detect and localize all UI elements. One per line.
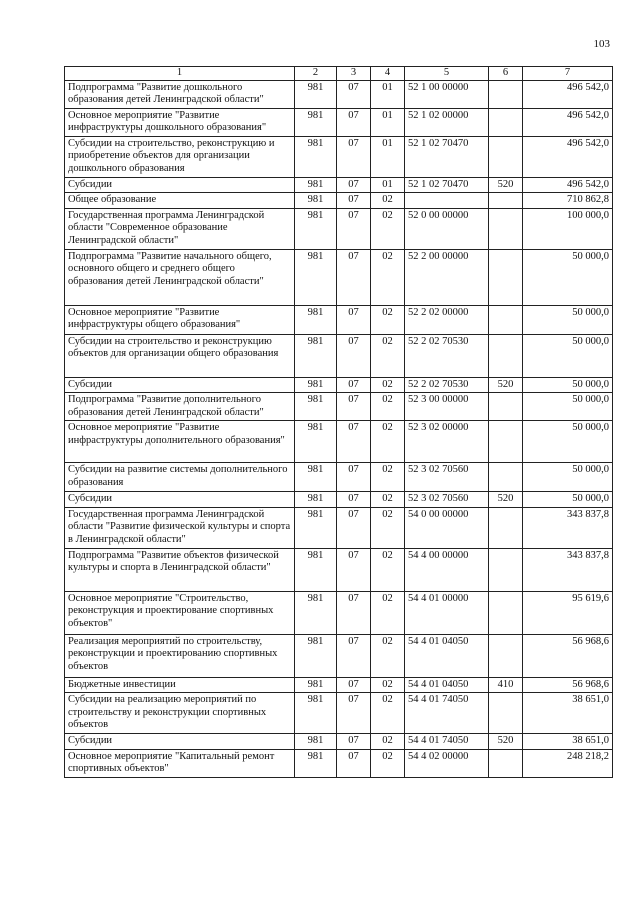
row-gr-cell: 981 [295, 177, 337, 193]
row-vr-cell: 520 [489, 492, 523, 508]
row-vr-cell [489, 591, 523, 634]
row-gr-cell: 981 [295, 591, 337, 634]
row-rz-cell: 07 [337, 591, 371, 634]
row-name-cell: Основное мероприятие "Строительство, реконструкция и проектирование спортивных объектов" [65, 591, 295, 634]
row-pr-cell: 01 [371, 108, 405, 136]
row-vr-cell [489, 193, 523, 209]
row-sum-cell: 496 542,0 [523, 108, 613, 136]
row-gr-cell: 981 [295, 421, 337, 463]
row-sum-cell: 50 000,0 [523, 463, 613, 492]
row-name-cell: Субсидии [65, 734, 295, 750]
table-row [65, 193, 613, 209]
row-vr-cell [489, 421, 523, 463]
row-cs-cell: 52 3 02 70560 [405, 463, 489, 492]
row-pr-cell: 02 [371, 393, 405, 421]
table-row [65, 334, 613, 377]
row-rz-cell: 07 [337, 208, 371, 249]
row-gr-cell: 981 [295, 548, 337, 591]
row-name-cell: Основное мероприятие "Развитие инфраструктуры общего образования" [65, 305, 295, 334]
row-pr-cell: 01 [371, 136, 405, 177]
row-rz-cell: 07 [337, 634, 371, 677]
row-sum-cell: 50 000,0 [523, 492, 613, 508]
row-sum-cell: 38 651,0 [523, 734, 613, 750]
row-pr-cell: 02 [371, 193, 405, 209]
row-name-cell: Общее образование [65, 193, 295, 209]
row-vr-cell [489, 548, 523, 591]
row-vr-cell: 520 [489, 734, 523, 750]
row-sum-cell: 50 000,0 [523, 421, 613, 463]
row-sum-cell: 343 837,8 [523, 548, 613, 591]
row-cs-cell: 54 4 01 04050 [405, 677, 489, 693]
budget-table [64, 66, 613, 778]
table-row [65, 421, 613, 463]
row-gr-cell: 981 [295, 634, 337, 677]
row-rz-cell: 07 [337, 677, 371, 693]
row-sum-cell: 248 218,2 [523, 749, 613, 777]
row-rz-cell: 07 [337, 377, 371, 393]
row-gr-cell: 981 [295, 249, 337, 305]
page-number: 103 [593, 38, 610, 50]
row-gr-cell: 981 [295, 305, 337, 334]
row-sum-cell: 50 000,0 [523, 249, 613, 305]
row-pr-cell: 02 [371, 693, 405, 734]
row-rz-cell: 07 [337, 249, 371, 305]
row-cs-cell: 52 1 02 70470 [405, 177, 489, 193]
row-vr-cell [489, 393, 523, 421]
table-row [65, 693, 613, 734]
row-cs-cell: 54 4 02 00000 [405, 749, 489, 777]
row-cs-cell: 54 4 01 04050 [405, 634, 489, 677]
row-cs-cell: 52 3 02 70560 [405, 492, 489, 508]
row-name-cell: Государственная программа Ленинградской области "Современное образование Ленинградской области" [65, 208, 295, 249]
table-row [65, 249, 613, 305]
row-pr-cell: 02 [371, 305, 405, 334]
row-name-cell: Субсидии [65, 377, 295, 393]
row-vr-cell [489, 249, 523, 305]
table-row [65, 591, 613, 634]
table-row [65, 463, 613, 492]
row-cs-cell: 52 1 02 00000 [405, 108, 489, 136]
row-gr-cell: 981 [295, 393, 337, 421]
row-cs-cell: 52 3 02 00000 [405, 421, 489, 463]
table-row [65, 677, 613, 693]
table-row [65, 305, 613, 334]
table-row [65, 208, 613, 249]
row-name-cell: Реализация мероприятий по строительству, реконструкции и проектированию спортивных объектов [65, 634, 295, 677]
row-rz-cell: 07 [337, 136, 371, 177]
row-pr-cell: 02 [371, 463, 405, 492]
row-rz-cell: 07 [337, 734, 371, 750]
row-pr-cell: 02 [371, 208, 405, 249]
table-row [65, 548, 613, 591]
row-gr-cell: 981 [295, 334, 337, 377]
row-rz-cell: 07 [337, 507, 371, 548]
row-gr-cell: 981 [295, 734, 337, 750]
row-cs-cell: 54 4 01 74050 [405, 693, 489, 734]
row-gr-cell: 981 [295, 80, 337, 108]
row-cs-cell: 52 2 02 70530 [405, 377, 489, 393]
row-name-cell: Основное мероприятие "Развитие инфраструктуры дошкольного образования" [65, 108, 295, 136]
row-cs-cell: 52 1 00 00000 [405, 80, 489, 108]
row-vr-cell [489, 334, 523, 377]
table-row [65, 136, 613, 177]
row-name-cell: Бюджетные инвестиции [65, 677, 295, 693]
row-name-cell: Подпрограмма "Развитие начального общего, основного общего и среднего общего образования детей Ленинградской области" [65, 249, 295, 305]
row-vr-cell: 520 [489, 377, 523, 393]
row-sum-cell: 38 651,0 [523, 693, 613, 734]
row-sum-cell: 496 542,0 [523, 177, 613, 193]
row-cs-cell: 52 2 02 00000 [405, 305, 489, 334]
row-cs-cell: 52 2 00 00000 [405, 249, 489, 305]
row-name-cell: Субсидии [65, 492, 295, 508]
row-gr-cell: 981 [295, 677, 337, 693]
row-gr-cell: 981 [295, 208, 337, 249]
column-header-2: 2 [295, 67, 337, 81]
row-sum-cell: 496 542,0 [523, 80, 613, 108]
row-rz-cell: 07 [337, 421, 371, 463]
row-rz-cell: 07 [337, 693, 371, 734]
row-pr-cell: 02 [371, 677, 405, 693]
row-rz-cell: 07 [337, 305, 371, 334]
row-gr-cell: 981 [295, 749, 337, 777]
row-vr-cell: 410 [489, 677, 523, 693]
row-pr-cell: 02 [371, 249, 405, 305]
row-pr-cell: 01 [371, 80, 405, 108]
row-sum-cell: 50 000,0 [523, 377, 613, 393]
row-name-cell: Подпрограмма "Развитие дополнительного образования детей Ленинградской области" [65, 393, 295, 421]
row-vr-cell [489, 507, 523, 548]
row-vr-cell [489, 693, 523, 734]
row-pr-cell: 02 [371, 507, 405, 548]
table-row [65, 634, 613, 677]
row-cs-cell: 54 4 01 74050 [405, 734, 489, 750]
row-pr-cell: 01 [371, 177, 405, 193]
row-cs-cell: 54 4 01 00000 [405, 591, 489, 634]
table-row [65, 734, 613, 750]
row-gr-cell: 981 [295, 108, 337, 136]
row-sum-cell: 56 968,6 [523, 634, 613, 677]
row-pr-cell: 02 [371, 591, 405, 634]
row-vr-cell [489, 208, 523, 249]
row-cs-cell: 52 0 00 00000 [405, 208, 489, 249]
table-row [65, 492, 613, 508]
row-rz-cell: 07 [337, 80, 371, 108]
table-row [65, 108, 613, 136]
row-rz-cell: 07 [337, 749, 371, 777]
row-sum-cell: 343 837,8 [523, 507, 613, 548]
row-name-cell: Субсидии на строительство и реконструкцию объектов для организации общего образования [65, 334, 295, 377]
table-row [65, 507, 613, 548]
row-name-cell: Подпрограмма "Развитие объектов физической культуры и спорта в Ленинградской области" [65, 548, 295, 591]
row-rz-cell: 07 [337, 334, 371, 377]
table-row [65, 377, 613, 393]
row-sum-cell: 50 000,0 [523, 393, 613, 421]
row-sum-cell: 710 862,8 [523, 193, 613, 209]
column-header-6: 6 [489, 67, 523, 81]
row-name-cell: Субсидии на развитие системы дополнительного образования [65, 463, 295, 492]
row-vr-cell [489, 634, 523, 677]
row-rz-cell: 07 [337, 548, 371, 591]
row-pr-cell: 02 [371, 377, 405, 393]
row-pr-cell: 02 [371, 634, 405, 677]
row-rz-cell: 07 [337, 108, 371, 136]
row-pr-cell: 02 [371, 334, 405, 377]
row-gr-cell: 981 [295, 377, 337, 393]
row-rz-cell: 07 [337, 463, 371, 492]
row-sum-cell: 50 000,0 [523, 334, 613, 377]
row-rz-cell: 07 [337, 193, 371, 209]
row-gr-cell: 981 [295, 136, 337, 177]
row-rz-cell: 07 [337, 393, 371, 421]
table-row [65, 393, 613, 421]
row-pr-cell: 02 [371, 734, 405, 750]
row-cs-cell: 52 1 02 70470 [405, 136, 489, 177]
column-header-1: 1 [65, 67, 295, 81]
row-name-cell: Субсидии на строительство, реконструкцию и приобретение объектов для организации дошкольного образования [65, 136, 295, 177]
row-vr-cell [489, 108, 523, 136]
table-row [65, 749, 613, 777]
row-vr-cell [489, 136, 523, 177]
table-row [65, 80, 613, 108]
row-name-cell: Подпрограмма "Развитие дошкольного образования детей Ленинградской области" [65, 80, 295, 108]
row-vr-cell [489, 463, 523, 492]
row-cs-cell: 52 3 00 00000 [405, 393, 489, 421]
row-gr-cell: 981 [295, 507, 337, 548]
row-rz-cell: 07 [337, 177, 371, 193]
row-sum-cell: 496 542,0 [523, 136, 613, 177]
table-row [65, 177, 613, 193]
column-header-7: 7 [523, 67, 613, 81]
row-vr-cell [489, 80, 523, 108]
row-pr-cell: 02 [371, 749, 405, 777]
row-gr-cell: 981 [295, 492, 337, 508]
row-gr-cell: 981 [295, 193, 337, 209]
row-sum-cell: 50 000,0 [523, 305, 613, 334]
row-pr-cell: 02 [371, 421, 405, 463]
row-sum-cell: 95 619,6 [523, 591, 613, 634]
row-name-cell: Субсидии [65, 177, 295, 193]
row-vr-cell [489, 305, 523, 334]
table-body [65, 80, 613, 777]
row-cs-cell [405, 193, 489, 209]
row-name-cell: Государственная программа Ленинградской области "Развитие физической культуры и спорта в Ленинградской области" [65, 507, 295, 548]
header-row [65, 67, 613, 81]
row-gr-cell: 981 [295, 693, 337, 734]
column-header-5: 5 [405, 67, 489, 81]
column-header-3: 3 [337, 67, 371, 81]
column-header-4: 4 [371, 67, 405, 81]
row-cs-cell: 52 2 02 70530 [405, 334, 489, 377]
row-cs-cell: 54 4 00 00000 [405, 548, 489, 591]
row-name-cell: Основное мероприятие "Капитальный ремонт спортивных объектов" [65, 749, 295, 777]
row-rz-cell: 07 [337, 492, 371, 508]
row-pr-cell: 02 [371, 548, 405, 591]
row-vr-cell: 520 [489, 177, 523, 193]
row-cs-cell: 54 0 00 00000 [405, 507, 489, 548]
row-pr-cell: 02 [371, 492, 405, 508]
row-gr-cell: 981 [295, 463, 337, 492]
row-vr-cell [489, 749, 523, 777]
row-sum-cell: 56 968,6 [523, 677, 613, 693]
row-name-cell: Субсидии на реализацию мероприятий по строительству и реконструкции спортивных объектов [65, 693, 295, 734]
row-name-cell: Основное мероприятие "Развитие инфраструктуры дополнительного образования" [65, 421, 295, 463]
row-sum-cell: 100 000,0 [523, 208, 613, 249]
